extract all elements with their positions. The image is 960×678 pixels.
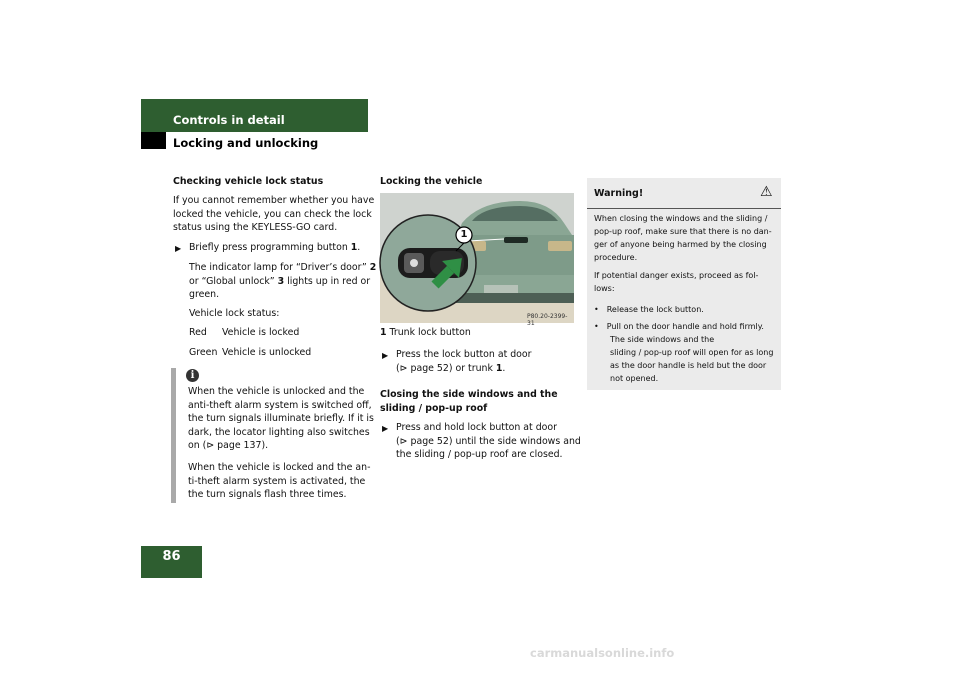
ref-number: 1	[495, 362, 503, 374]
lock-status-intro	[173, 194, 374, 235]
warning-title: Warning!	[594, 188, 644, 199]
warning-divider	[587, 208, 781, 209]
ref-number: 1	[380, 327, 387, 338]
callout-number: 1	[460, 229, 468, 240]
step-press-lock: Press the lock button at door (⊳ page 52) or trunk 1.	[396, 349, 532, 374]
info-sidebar	[171, 368, 176, 503]
trunk-lock-illustration	[380, 193, 574, 327]
intro-line: If you cannot remember whether you have	[173, 195, 375, 206]
step-press-programming: Briefly press programming button 1.	[189, 242, 361, 253]
warning-triangle-icon: ⚠	[760, 184, 773, 200]
figure-caption: 1 Trunk lock button	[380, 327, 471, 338]
info-paragraph-1: When the vehicle is unlocked and the anti-theft alarm system is switched off, the turn signals illuminate briefly. If it is dark, the locator lighting also switches on (⊳ page 137).	[188, 386, 374, 451]
ref-number: 3	[277, 275, 285, 287]
page-ref-icon: ⊳	[206, 440, 215, 451]
locking-vehicle-heading: Locking the vehicle	[380, 176, 483, 187]
ref-number: 1	[350, 242, 358, 253]
info-icon: i	[186, 369, 199, 382]
warning-bullet-1: • Release the lock button.	[594, 305, 704, 314]
warning-bullet-2: • Pull on the door handle and hold firmly. The side windows and the sliding / pop-up roof will open for as long as the door handle is held but the door not opened.	[594, 322, 774, 383]
subsection-title: Locking and unlocking	[173, 136, 319, 150]
intro-line: status using the KEYLESS-GO card.	[173, 222, 338, 233]
trunk-lock-svg	[380, 193, 574, 323]
image-code: P80.20-2399-31	[527, 313, 568, 327]
status-row-green: Green Vehicle is unlocked	[189, 347, 312, 358]
bullet-arrow-icon: ▶	[175, 244, 182, 253]
ref-number: 2	[369, 262, 377, 273]
lock-status-heading: Checking vehicle lock status	[173, 176, 324, 187]
header-tab-marker	[141, 132, 166, 149]
bullet-arrow-icon: ▶	[382, 424, 389, 433]
bullet-dot-icon: •	[594, 322, 599, 331]
indicator-text: The indicator lamp for “Driver’s door” 2 or “Global unlock” 3 lights up in red or green.	[189, 262, 377, 300]
section-title: Controls in detail	[173, 113, 285, 127]
bullet-dot-icon: •	[594, 305, 599, 314]
status-row-red: Red Vehicle is locked	[189, 327, 300, 338]
warning-paragraph-2: If potential danger exists, proceed as fol- lows:	[594, 271, 759, 293]
status-label: Vehicle lock status:	[189, 308, 280, 319]
page-ref-icon: ⊳	[399, 362, 408, 374]
page-ref-icon: ⊳	[399, 435, 408, 447]
bullet-arrow-icon: ▶	[382, 351, 389, 360]
page-number: 86	[162, 549, 181, 564]
footer-watermark: carmanualsonline.info	[530, 646, 675, 660]
warning-paragraph-1: When closing the windows and the sliding / pop-up roof, make sure that there is no dan- ger of anyone being harmed by the closing procedure.	[594, 214, 772, 262]
intro-line: locked the vehicle, you can check the lock	[173, 208, 372, 220]
step-hold-lock: Press and hold lock button at door (⊳ page 52) until the side windows and the sliding / pop-up roof are closed.	[396, 422, 581, 460]
info-paragraph-2: When the vehicle is locked and the an- ti-theft alarm system is activated, the the turn signals flash three times.	[188, 462, 371, 500]
closing-windows-heading: Closing the side windows and the sliding / pop-up roof	[380, 389, 558, 414]
